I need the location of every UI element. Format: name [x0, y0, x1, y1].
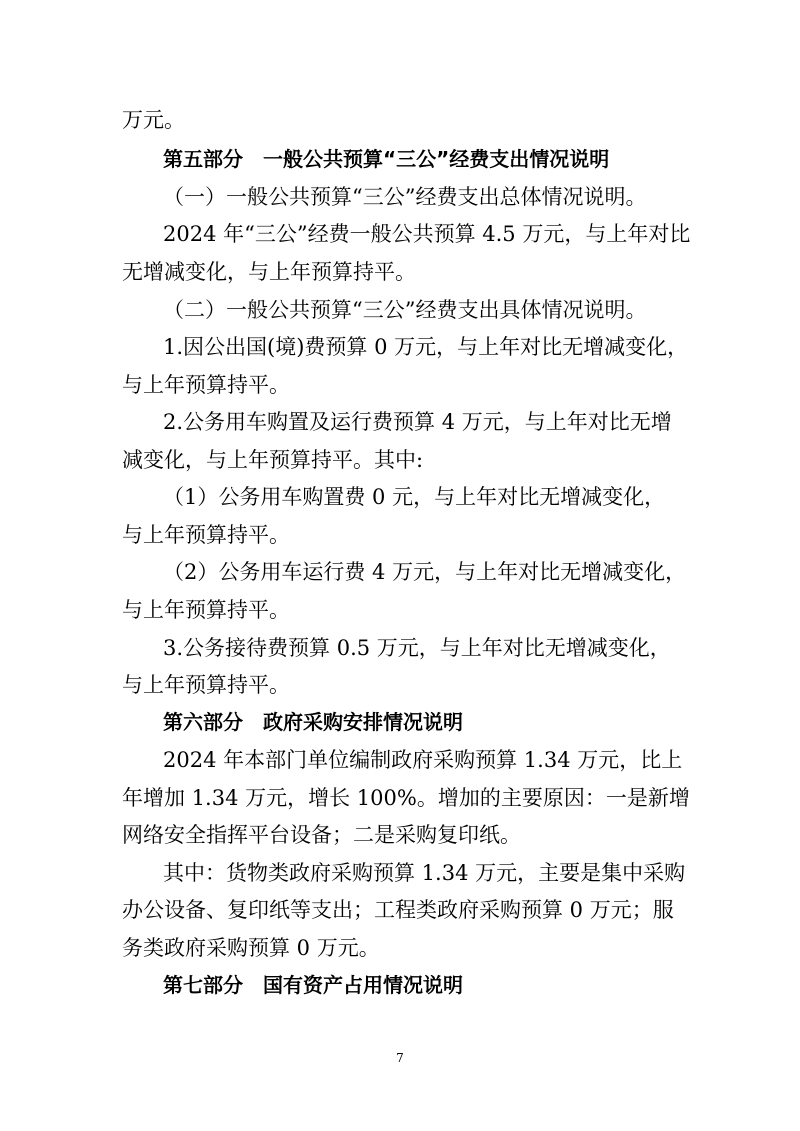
body-text-line: 万元。: [122, 108, 185, 132]
section-heading-part7: 第七部分 国有资产占用情况说明: [163, 973, 463, 997]
body-text-line: （1）公务用车购置费 0 元，与上年对比无增减变化，: [163, 485, 666, 509]
body-text-line: 3.公务接待费预算 0.5 万元，与上年对比无增减变化，: [163, 636, 671, 660]
body-text-line: 2.公务用车购置及运行费预算 4 万元，与上年对比无增: [163, 410, 672, 434]
section-heading-part5: 第五部分 一般公共预算“三公”经费支出情况说明: [163, 147, 610, 171]
body-text-line: 减变化，与上年预算持平。其中:: [122, 448, 424, 472]
body-text-line: 办公设备、复印纸等支出；工程类政府采购预算 0 万元；服: [122, 898, 674, 922]
body-text-line: 其中：货物类政府采购预算 1.34 万元，主要是集中采购: [163, 861, 686, 885]
body-text-line: 与上年预算持平。: [122, 673, 290, 697]
body-text-line: 与上年预算持平。: [122, 373, 290, 397]
subsection-heading: （一）一般公共预算“三公”经费支出总体情况说明。: [163, 185, 647, 209]
body-text-line: 1.因公出国(境)费预算 0 万元，与上年对比无增减变化，: [163, 335, 689, 359]
subsection-heading: （二）一般公共预算“三公”经费支出具体情况说明。: [163, 298, 647, 322]
page-number: 7: [396, 1051, 404, 1065]
body-text-line: 年增加 1.34 万元，增长 100%。增加的主要原因：一是新增: [122, 786, 690, 810]
body-text-line: 2024 年本部门单位编制政府采购预算 1.34 万元，比上: [163, 748, 683, 772]
body-text-line: 务类政府采购预算 0 万元。: [122, 936, 380, 960]
section-heading-part6: 第六部分 政府采购安排情况说明: [163, 710, 463, 734]
body-text-line: 2024 年“三公”经费一般公共预算 4.5 万元，与上年对比: [163, 222, 691, 246]
body-text-line: 与上年预算持平。: [122, 598, 290, 622]
body-text-line: 网络安全指挥平台设备；二是采购复印纸。: [122, 823, 521, 847]
body-text-line: 与上年预算持平。: [122, 523, 290, 547]
body-text-line: （2）公务用车运行费 4 万元，与上年对比无增减变化，: [163, 560, 687, 584]
body-text-line: 无增减变化，与上年预算持平。: [122, 260, 416, 284]
